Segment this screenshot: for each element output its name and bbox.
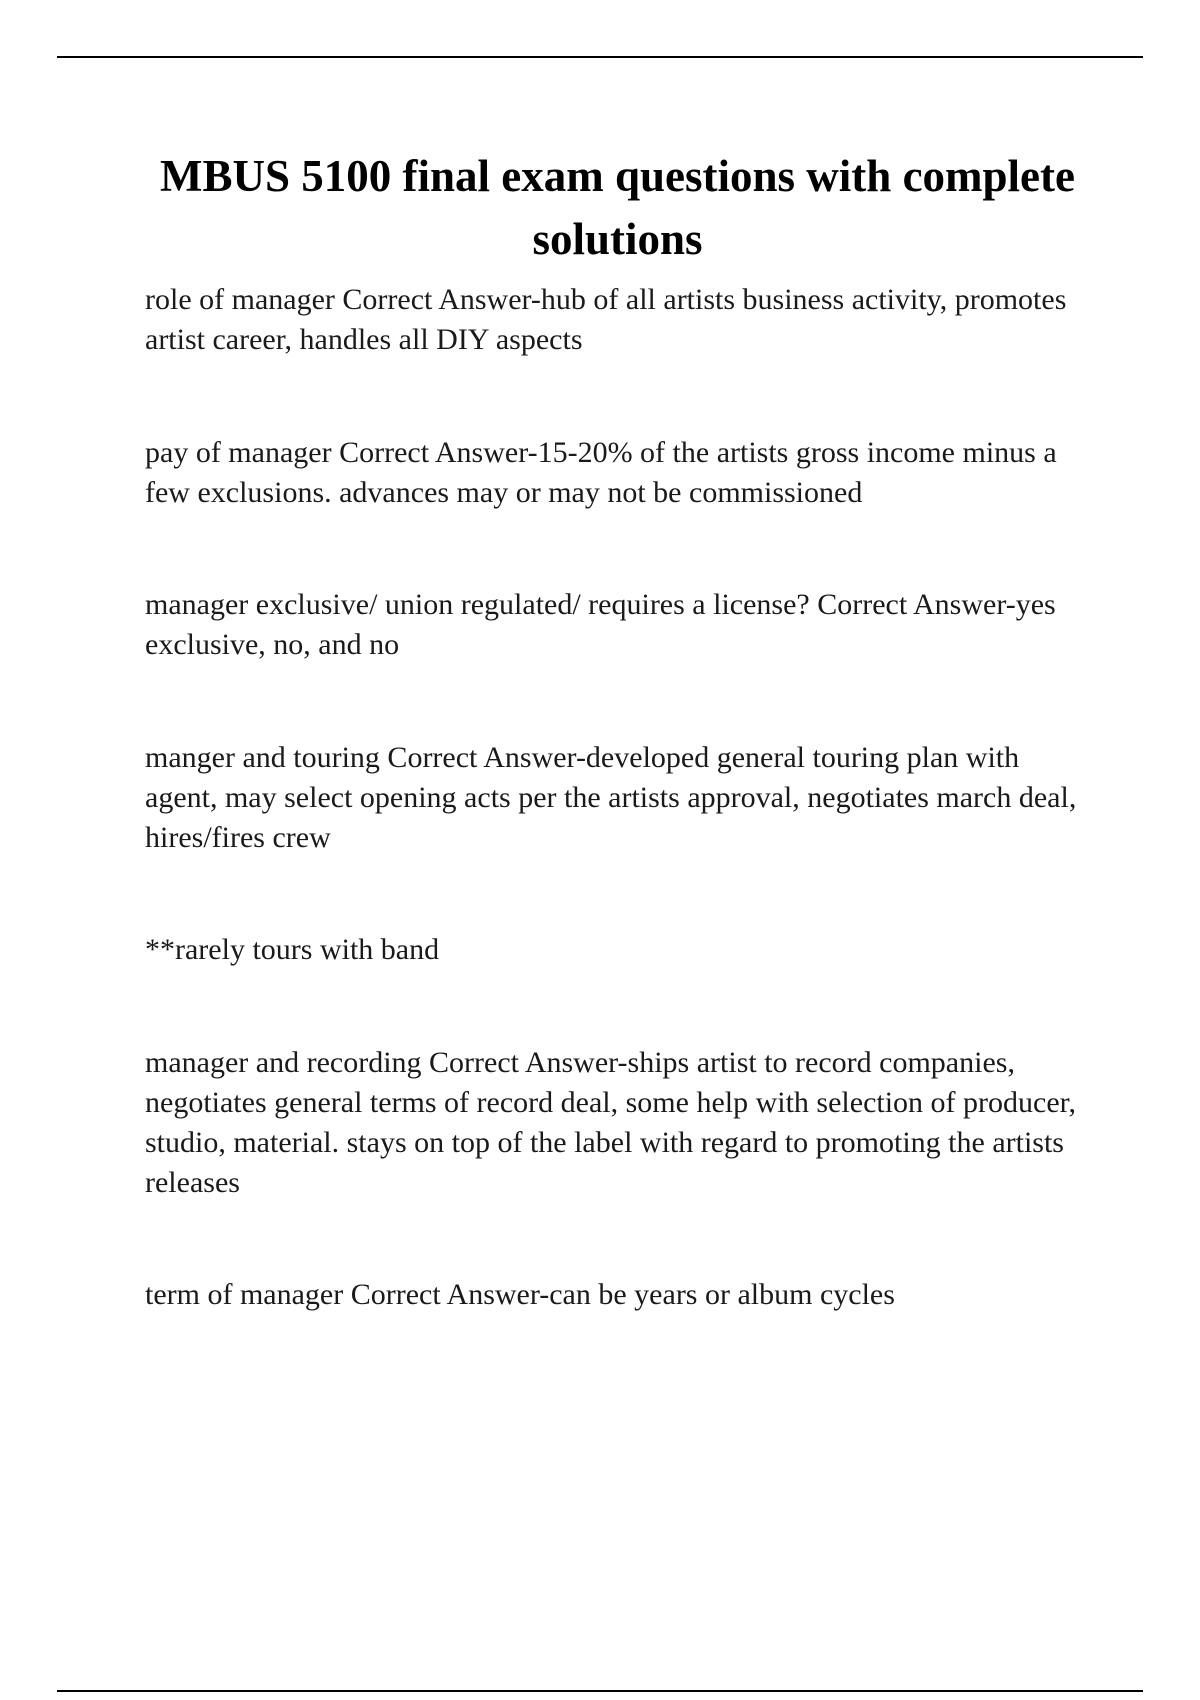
qa-entry-manager-and-touring: manger and touring Correct Answer-developed general touring plan with agent, may select opening acts per the artists approval, negotiates march deal, hires/fires crew <box>145 741 1077 854</box>
qa-entry-manager-and-recording: manager and recording Correct Answer-ships artist to record companies, negotiates general terms of record deal, some help with selection of producer, studio, material. stays on top of the label with regard to promoting the artists releases <box>145 1046 1076 1199</box>
qa-entry-role-of-manager: role of manager Correct Answer-hub of all artists business activity, promotes artist career, handles all DIY aspects <box>145 283 1067 356</box>
top-rule <box>57 56 1143 58</box>
bottom-rule <box>57 1690 1143 1692</box>
qa-entry-term-of-manager: term of manager Correct Answer-can be years or album cycles <box>145 1278 895 1311</box>
qa-entry-manager-exclusive: manager exclusive/ union regulated/ requires a license? Correct Answer-yes exclusive, no, and no <box>145 588 1056 661</box>
document-title: MBUS 5100 final exam questions with complete solutions <box>160 151 1075 264</box>
note-rarely-tours: **rarely tours with band <box>145 933 440 966</box>
qa-entry-pay-of-manager: pay of manager Correct Answer-15-20% of the artists gross income minus a few exclusions. advances may or may not be commissioned <box>145 436 1057 509</box>
